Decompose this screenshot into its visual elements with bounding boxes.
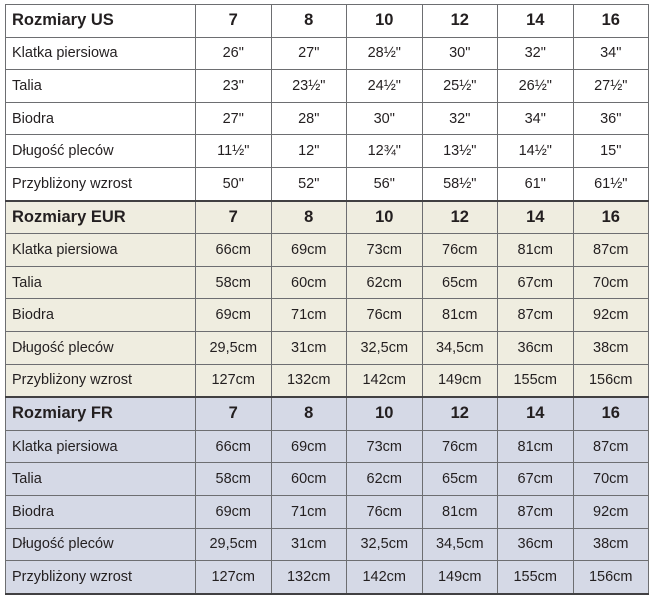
size-header: 12 <box>422 201 498 234</box>
measurement-value: 142cm <box>347 561 423 594</box>
measurement-label: Talia <box>6 70 196 103</box>
measurement-value: 34,5cm <box>422 331 498 364</box>
measurement-value: 156cm <box>573 561 649 594</box>
measurement-value: 30" <box>347 102 423 135</box>
measurement-value: 67cm <box>498 266 574 299</box>
measurement-value: 28" <box>271 102 347 135</box>
measurement-value: 58½" <box>422 167 498 200</box>
measurement-value: 27" <box>271 37 347 70</box>
measurement-value: 87cm <box>498 495 574 528</box>
measurement-value: 26" <box>196 37 272 70</box>
size-header: 14 <box>498 397 574 430</box>
measurement-value: 25½" <box>422 70 498 103</box>
measurement-value: 38cm <box>573 331 649 364</box>
measurement-value: 92cm <box>573 495 649 528</box>
size-header: 10 <box>347 201 423 234</box>
measurement-value: 30" <box>422 37 498 70</box>
measurement-value: 132cm <box>271 561 347 594</box>
measurement-value: 132cm <box>271 364 347 397</box>
measurement-value: 149cm <box>422 561 498 594</box>
measurement-value: 69cm <box>271 234 347 267</box>
measurement-value: 34" <box>498 102 574 135</box>
table-row <box>6 102 649 135</box>
size-header: 16 <box>573 397 649 430</box>
size-chart <box>5 4 649 595</box>
section-us <box>6 5 649 201</box>
size-header: 7 <box>196 5 272 38</box>
measurement-value: 76cm <box>347 299 423 332</box>
measurement-value: 36cm <box>498 331 574 364</box>
table-row <box>6 364 649 397</box>
measurement-value: 58cm <box>196 266 272 299</box>
measurement-label: Przybliżony wzrost <box>6 167 196 200</box>
measurement-value: 29,5cm <box>196 331 272 364</box>
measurement-label: Długość pleców <box>6 135 196 168</box>
measurement-value: 71cm <box>271 299 347 332</box>
measurement-value: 12¾" <box>347 135 423 168</box>
table-row <box>6 430 649 463</box>
measurement-label: Długość pleców <box>6 528 196 561</box>
section-header-row <box>6 397 649 430</box>
measurement-value: 87cm <box>573 430 649 463</box>
section-title: Rozmiary US <box>6 5 196 38</box>
measurement-value: 60cm <box>271 266 347 299</box>
measurement-value: 87cm <box>573 234 649 267</box>
table-row <box>6 561 649 594</box>
measurement-label: Biodra <box>6 495 196 528</box>
measurement-value: 66cm <box>196 430 272 463</box>
measurement-value: 127cm <box>196 561 272 594</box>
measurement-value: 50" <box>196 167 272 200</box>
measurement-value: 23½" <box>271 70 347 103</box>
measurement-value: 32" <box>498 37 574 70</box>
measurement-value: 71cm <box>271 495 347 528</box>
measurement-value: 69cm <box>271 430 347 463</box>
measurement-value: 13½" <box>422 135 498 168</box>
measurement-value: 26½" <box>498 70 574 103</box>
section-fr <box>6 397 649 594</box>
size-header: 12 <box>422 397 498 430</box>
measurement-value: 32" <box>422 102 498 135</box>
size-header: 8 <box>271 397 347 430</box>
size-header: 16 <box>573 201 649 234</box>
measurement-value: 60cm <box>271 463 347 496</box>
measurement-value: 127cm <box>196 364 272 397</box>
table-row <box>6 37 649 70</box>
measurement-value: 36cm <box>498 528 574 561</box>
section-title: Rozmiary FR <box>6 397 196 430</box>
measurement-label: Przybliżony wzrost <box>6 364 196 397</box>
table-row <box>6 331 649 364</box>
measurement-value: 76cm <box>422 234 498 267</box>
section-header-row <box>6 5 649 38</box>
size-header: 14 <box>498 201 574 234</box>
measurement-value: 23" <box>196 70 272 103</box>
measurement-value: 70cm <box>573 266 649 299</box>
measurement-value: 38cm <box>573 528 649 561</box>
measurement-value: 69cm <box>196 495 272 528</box>
table-row <box>6 299 649 332</box>
table-row <box>6 234 649 267</box>
measurement-label: Klatka piersiowa <box>6 234 196 267</box>
measurement-value: 65cm <box>422 463 498 496</box>
measurement-value: 28½" <box>347 37 423 70</box>
measurement-value: 73cm <box>347 234 423 267</box>
section-eur <box>6 201 649 398</box>
measurement-label: Talia <box>6 266 196 299</box>
measurement-value: 156cm <box>573 364 649 397</box>
measurement-value: 69cm <box>196 299 272 332</box>
table-row <box>6 266 649 299</box>
measurement-value: 32,5cm <box>347 331 423 364</box>
section-title: Rozmiary EUR <box>6 201 196 234</box>
measurement-value: 32,5cm <box>347 528 423 561</box>
measurement-value: 76cm <box>347 495 423 528</box>
measurement-label: Długość pleców <box>6 331 196 364</box>
measurement-label: Talia <box>6 463 196 496</box>
measurement-value: 149cm <box>422 364 498 397</box>
measurement-value: 81cm <box>422 495 498 528</box>
measurement-value: 11½" <box>196 135 272 168</box>
measurement-value: 61½" <box>573 167 649 200</box>
measurement-value: 58cm <box>196 463 272 496</box>
measurement-value: 155cm <box>498 561 574 594</box>
measurement-value: 27" <box>196 102 272 135</box>
table-row <box>6 135 649 168</box>
table-row <box>6 463 649 496</box>
measurement-value: 92cm <box>573 299 649 332</box>
measurement-value: 62cm <box>347 266 423 299</box>
size-header: 8 <box>271 5 347 38</box>
measurement-value: 67cm <box>498 463 574 496</box>
measurement-value: 76cm <box>422 430 498 463</box>
measurement-label: Klatka piersiowa <box>6 37 196 70</box>
measurement-value: 142cm <box>347 364 423 397</box>
measurement-value: 61" <box>498 167 574 200</box>
measurement-label: Klatka piersiowa <box>6 430 196 463</box>
measurement-value: 81cm <box>498 430 574 463</box>
measurement-value: 70cm <box>573 463 649 496</box>
measurement-value: 62cm <box>347 463 423 496</box>
table-row <box>6 70 649 103</box>
size-header: 8 <box>271 201 347 234</box>
measurement-label: Biodra <box>6 102 196 135</box>
table-row <box>6 167 649 200</box>
measurement-value: 34,5cm <box>422 528 498 561</box>
measurement-label: Przybliżony wzrost <box>6 561 196 594</box>
size-header: 7 <box>196 397 272 430</box>
measurement-value: 29,5cm <box>196 528 272 561</box>
measurement-value: 66cm <box>196 234 272 267</box>
measurement-value: 52" <box>271 167 347 200</box>
size-header: 7 <box>196 201 272 234</box>
measurement-value: 81cm <box>422 299 498 332</box>
measurement-value: 31cm <box>271 528 347 561</box>
size-header: 10 <box>347 397 423 430</box>
measurement-value: 31cm <box>271 331 347 364</box>
size-header: 14 <box>498 5 574 38</box>
measurement-value: 65cm <box>422 266 498 299</box>
table-row <box>6 528 649 561</box>
measurement-value: 155cm <box>498 364 574 397</box>
measurement-value: 87cm <box>498 299 574 332</box>
measurement-value: 15" <box>573 135 649 168</box>
table-row <box>6 495 649 528</box>
measurement-value: 27½" <box>573 70 649 103</box>
measurement-value: 56" <box>347 167 423 200</box>
measurement-value: 81cm <box>498 234 574 267</box>
measurement-value: 73cm <box>347 430 423 463</box>
measurement-value: 24½" <box>347 70 423 103</box>
section-header-row <box>6 201 649 234</box>
measurement-value: 36" <box>573 102 649 135</box>
size-chart-table <box>5 4 649 595</box>
size-header: 10 <box>347 5 423 38</box>
measurement-value: 14½" <box>498 135 574 168</box>
measurement-value: 34" <box>573 37 649 70</box>
size-header: 16 <box>573 5 649 38</box>
measurement-label: Biodra <box>6 299 196 332</box>
size-header: 12 <box>422 5 498 38</box>
measurement-value: 12" <box>271 135 347 168</box>
